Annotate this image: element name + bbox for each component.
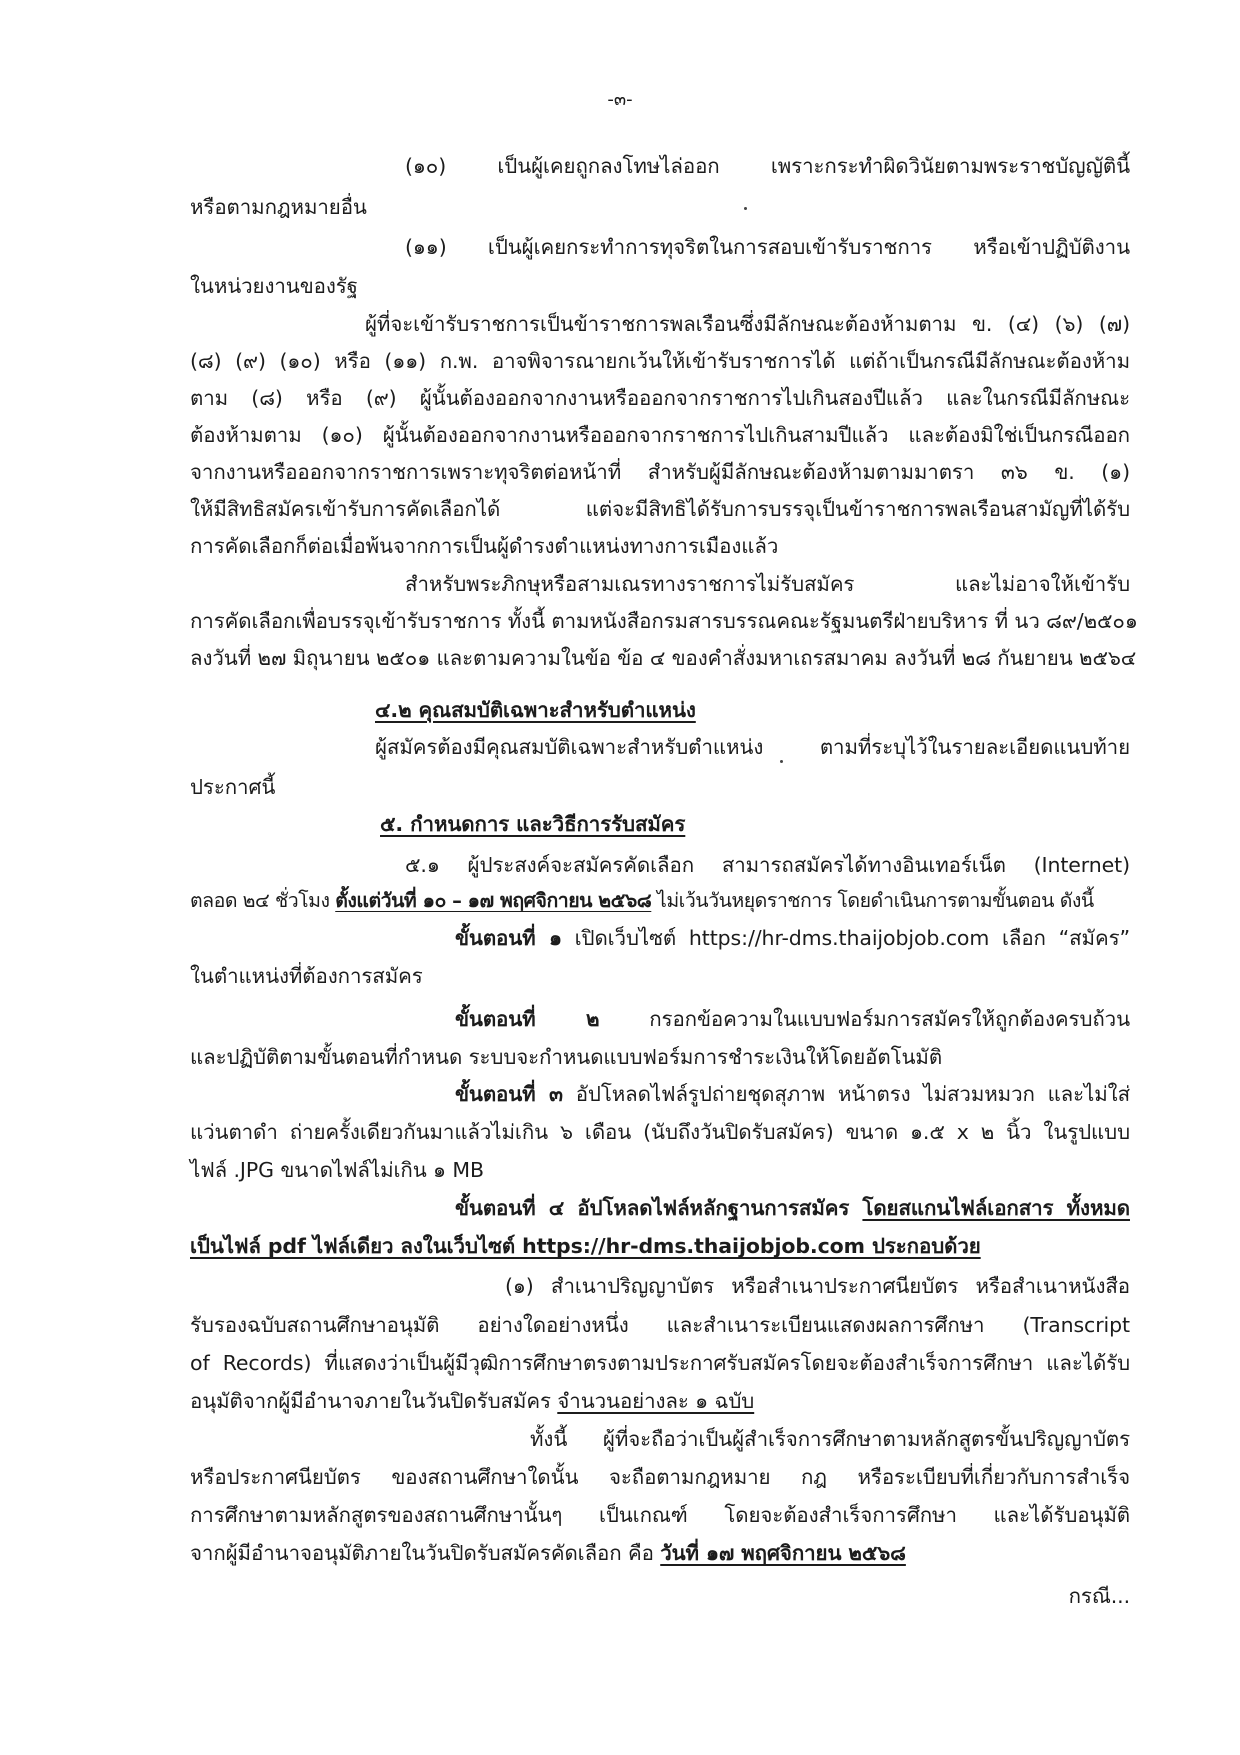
step-2-line: ขั้นตอนที่ ๒ กรอกข้อความในแบบฟอร์มการสมัครให้ถูกต้องครบถ้วน xyxy=(455,1007,1130,1031)
text-line: ทั้งนี้ ผู้ที่จะถือว่าเป็นผู้สำเร็จการศึกษาตามหลักสูตรขั้นปริญญาบัตร xyxy=(530,1427,1130,1451)
continuation-marker: กรณี... xyxy=(1068,1584,1130,1608)
text-line: การคัดเลือกเพื่อบรรจุเข้ารับราชการ ทั้งนี้ ตามหนังสือกรมสารบรรณคณะรัฐมนตรีฝ่ายบริหาร ที่ นว ๘๙/๒๕๐๑ xyxy=(190,609,1138,633)
copy-count: จำนวนอย่างละ ๑ ฉบับ xyxy=(557,1389,755,1413)
text-line: (๑๐) เป็นผู้เคยถูกลงโทษไล่ออก เพราะกระทำผิดวินัยตามพระราชบัญญัตินี้ xyxy=(405,154,1130,178)
step-3-line: ขั้นตอนที่ ๓ อัปโหลดไฟล์รูปถ่ายชุดสุภาพ หน้าตรง ไม่สวมหมวก และไม่ใส่ xyxy=(455,1082,1131,1106)
text-line: ในตำแหน่งที่ต้องการสมัคร xyxy=(190,964,423,988)
section-heading-4-2: ๔.๒ คุณสมบัติเฉพาะสำหรับตำแหน่ง xyxy=(375,698,696,722)
text-line: แว่นตาดำ ถ่ายครั้งเดียวกันมาแล้วไม่เกิน ๖ เดือน (นับถึงวันปิดรับสมัคร) ขนาด ๑.๕ x ๒ นิ้ว ในรูปแบบ xyxy=(190,1120,1130,1144)
text-line: ประกาศนี้ xyxy=(190,775,276,799)
text-line: ให้มีสิทธิสมัครเข้ารับการคัดเลือกได้ แต่จะมีสิทธิได้รับการบรรจุเป็นข้าราชการพลเรือนสามัญที่ได้รับ xyxy=(190,497,1130,521)
text-line: ตาม (๘) หรือ (๙) ผู้นั้นต้องออกจากงานหรือออกจากราชการไปเกินสองปีแล้ว และในกรณีมีลักษณะ xyxy=(190,386,1130,410)
text-line: ในหน่วยงานของรัฐ xyxy=(190,274,358,298)
step-1-line: ขั้นตอนที่ ๑ เปิดเว็บไซต์ https://hr-dms.thaijobjob.com เลือก “สมัคร” xyxy=(455,926,1131,950)
text-line: อนุมัติจากผู้มีอำนาจภายในวันปิดรับสมัคร จำนวนอย่างละ ๑ ฉบับ xyxy=(190,1389,755,1413)
text-line: หรือประกาศนียบัตร ของสถานศึกษาใดนั้น จะถือตามกฎหมาย กฎ หรือระเบียบที่เกี่ยวกับการสำเร็จ xyxy=(190,1465,1130,1489)
text-line: (๑) สำเนาปริญญาบัตร หรือสำเนาประกาศนียบัตร หรือสำเนาหนังสือ xyxy=(505,1274,1130,1298)
text-line: รับรองฉบับสถานศึกษาอนุมัติ อย่างใดอย่างหนึ่ง และสำเนาระเบียนแสดงผลการศึกษา (Transcript xyxy=(190,1313,1130,1337)
text-line: การศึกษาตามหลักสูตรของสถานศึกษานั้นๆ เป็นเกณฑ์ โดยจะต้องสำเร็จการศึกษา และได้รับอนุมัติ xyxy=(190,1503,1130,1527)
text-line: ไฟล์ .JPG ขนาดไฟล์ไม่เกิน ๑ MB xyxy=(190,1158,484,1182)
step-4-continuation: เป็นไฟล์ pdf ไฟล์เดียว ลงในเว็บไซต์ https://hr-dms.thaijobjob.com ประกอบด้วย xyxy=(190,1234,981,1258)
text-line: ต้องห้ามตาม (๑๐) ผู้นั้นต้องออกจากงานหรือออกจากราชการไปเกินสามปีแล้ว และต้องมิใช่เป็นกรณีออก xyxy=(190,423,1130,447)
text-line: ลงวันที่ ๒๗ มิถุนายน ๒๕๐๑ และตามความในข้อ ข้อ ๔ ของคำสั่งมหาเถรสมาคม ลงวันที่ ๒๘ กันยายน ๒๕๖๔ xyxy=(190,646,1137,670)
application-period: ตั้งแต่วันที่ ๑๐ – ๑๗ พฤศจิกายน ๒๕๖๘ xyxy=(335,889,652,912)
text-line: of Records) ที่แสดงว่าเป็นผู้มีวุฒิการศึกษาตรงตามประกาศรับสมัครโดยจะต้องสำเร็จการศึกษา และได้รับ xyxy=(190,1351,1130,1375)
text-line: สำหรับพระภิกษุหรือสามเณรทางราชการไม่รับสมัคร และไม่อาจให้เข้ารับ xyxy=(405,572,1130,596)
text-line: (๑๑) เป็นผู้เคยกระทำการทุจริตในการสอบเข้ารับราชการ หรือเข้าปฏิบัติงาน xyxy=(405,235,1130,259)
text-line-schedule: ตลอด ๒๔ ชั่วโมง ตั้งแต่วันที่ ๑๐ – ๑๗ พฤศจิกายน ๒๕๖๘ ไม่เว้นวันหยุดราชการ โดยดำเนินการตามขั้นตอน ดังนี้ xyxy=(190,889,1094,912)
text-line: (๘) (๙) (๑๐) หรือ (๑๑) ก.พ. อาจพิจารณายกเว้นให้เข้ารับราชการได้ แต่ถ้าเป็นกรณีมีลักษณะต้องห้าม xyxy=(190,349,1130,373)
text-line: ผู้สมัครต้องมีคุณสมบัติเฉพาะสำหรับตำแหน่ง ตามที่ระบุไว้ในรายละเอียดแนบท้าย xyxy=(375,735,1130,759)
text-line: ผู้ที่จะเข้ารับราชการเป็นข้าราชการพลเรือนซึ่งมีลักษณะต้องห้ามตาม ข. (๔) (๖) (๗) xyxy=(365,312,1130,336)
scan-dot xyxy=(780,760,783,763)
text-line: การคัดเลือกก็ต่อเมื่อพ้นจากการเป็นผู้ดำรงตำแหน่งทางการเมืองแล้ว xyxy=(190,534,779,558)
scan-dot xyxy=(744,207,747,210)
section-heading-5: ๕. กำหนดการ และวิธีการรับสมัคร xyxy=(380,812,686,836)
text-line: จากงานหรือออกจากราชการเพราะทุจริตต่อหน้าที่ สำหรับผู้มีลักษณะต้องห้ามตามมาตรา ๓๖ ข. (๑) xyxy=(190,460,1130,484)
page-number: -๓- xyxy=(607,89,633,110)
text-line: หรือตามกฎหมายอื่น xyxy=(190,195,367,219)
closing-date: วันที่ ๑๗ พฤศจิกายน ๒๕๖๘ xyxy=(660,1541,906,1565)
text-line: จากผู้มีอำนาจอนุมัติภายในวันปิดรับสมัครคัดเลือก คือ วันที่ ๑๗ พฤศจิกายน ๒๕๖๘ xyxy=(190,1541,906,1565)
text-line: และปฏิบัติตามขั้นตอนที่กำหนด ระบบจะกำหนดแบบฟอร์มการชำระเงินให้โดยอัตโนมัติ xyxy=(190,1045,943,1069)
text-line: ๕.๑ ผู้ประสงค์จะสมัครคัดเลือก สามารถสมัครได้ทางอินเทอร์เน็ต (Internet) xyxy=(405,853,1130,877)
step-4-line: ขั้นตอนที่ ๔ อัปโหลดไฟล์หลักฐานการสมัคร โดยสแกนไฟล์เอกสาร ทั้งหมด xyxy=(455,1196,1130,1220)
